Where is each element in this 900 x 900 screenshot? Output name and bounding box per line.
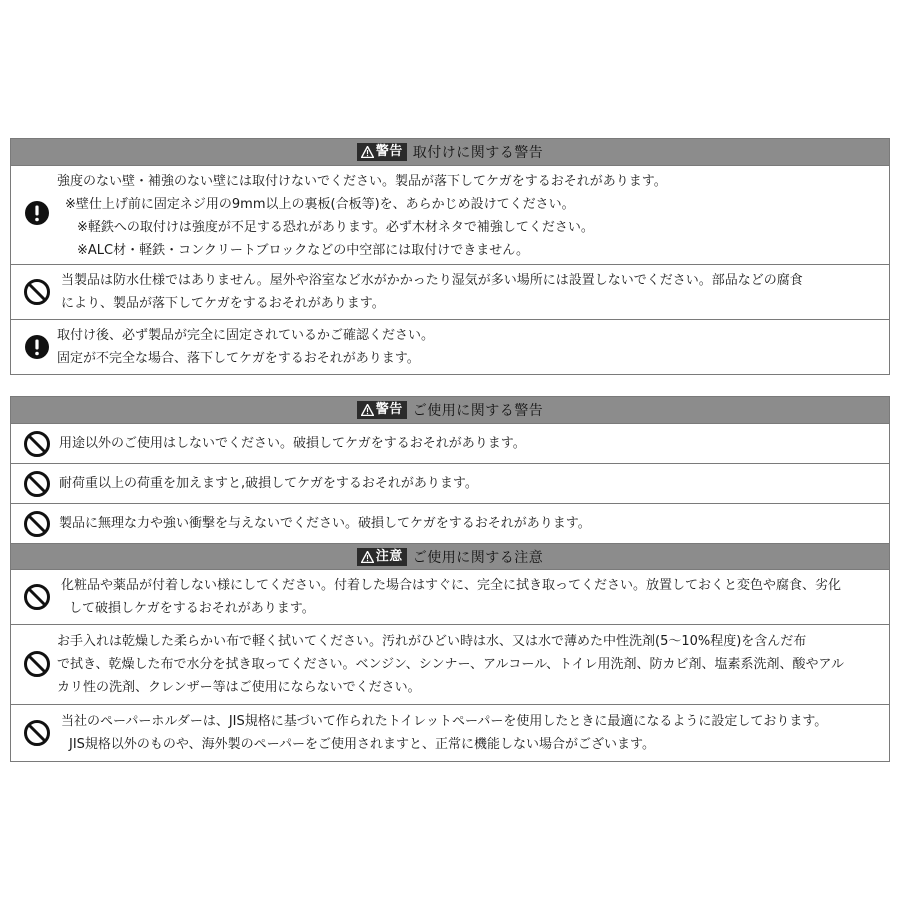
prohibited-icon <box>23 430 51 458</box>
text-line: 用途以外のご使用はしないでください。破損してケガをするおそれがあります。 <box>59 436 526 451</box>
warning-badge <box>357 401 407 419</box>
text-line: で拭き、乾燥した布で水分を拭き取ってください。ベンジン、シンナー、アルコール、トイレ用洗剤、防カビ剤、塩素系洗剤、酸やアル <box>57 657 844 672</box>
text-line: 製品に無理な力や強い衝撃を与えないでください。破損してケガをするおそれがあります。 <box>59 516 591 531</box>
text-line: 当製品は防水仕様ではありません。屋外や浴室など水がかかったり湿気が多い場所には設置しないでください。部品などの腐食 <box>61 273 803 288</box>
usage-warning-row-3 <box>11 503 889 543</box>
exclamation-icon <box>23 333 51 361</box>
install-warning-header <box>11 139 889 165</box>
badge-label: 注意 <box>375 548 403 564</box>
text-line: 強度のない壁・補強のない壁には取付けないでください。製品が落下してケガをするおそれがあります。 <box>57 174 667 189</box>
usage-warning-row-2 <box>11 463 889 503</box>
section-title: 取付けに関する警告 <box>412 145 544 161</box>
text-line: 耐荷重以上の荷重を加えますと,破損してケガをするおそれがあります。 <box>59 476 478 491</box>
text-line: ※ALC材・軽鉄・コンクリートブロックなどの中空部には取付けできません。 <box>77 243 529 258</box>
text-line: 取付け後、必ず製品が完全に固定されているかご確認ください。 <box>57 328 435 343</box>
warning-triangle-icon <box>361 146 374 158</box>
badge-label: 警告 <box>375 402 403 417</box>
exclamation-icon <box>23 199 51 227</box>
caution-row-2 <box>11 624 889 704</box>
text-line: ※軽鉄への取付けは強度が不足する恐れがあります。必ず木材ネタで補強してください。 <box>77 220 594 235</box>
text-line: カリ性の洗剤、クレンザー等はご使用にならないでください。 <box>57 680 421 695</box>
usage-warning-row-1 <box>11 423 889 463</box>
prohibited-icon <box>23 510 51 538</box>
prohibited-icon <box>23 650 51 678</box>
install-warning-box <box>10 138 890 375</box>
text-line: 化粧品や薬品が付着しない様にしてください。付着した場合はすぐに、完全に拭き取ってください。放置しておくと変色や腐食、劣化 <box>61 578 842 593</box>
caution-badge <box>357 548 407 566</box>
warning-badge <box>357 143 407 161</box>
usage-caution-header <box>11 543 889 569</box>
text-line: 当社のペーパーホルダーは、JIS規格に基づいて作られたトイレットペーパーを使用したときに最適になるように設定しております。 <box>61 714 828 729</box>
text-line: 固定が不完全な場合、落下してケガをするおそれがあります。 <box>57 351 420 366</box>
caution-row-3 <box>11 704 889 761</box>
text-line: お手入れは乾燥した柔らかい布で軽く拭いてください。汚れがひどい時は水、又は水で薄めた中性洗剤(5〜10%程度)を含んだ布 <box>57 634 807 649</box>
warning-row-2 <box>11 264 889 319</box>
prohibited-icon <box>23 278 51 306</box>
prohibited-icon <box>23 583 51 611</box>
text-line: により、製品が落下してケガをするおそれがあります。 <box>61 296 385 311</box>
caution-row-1 <box>11 569 889 624</box>
warning-row-3 <box>11 319 889 374</box>
text-line: して破損しケガをするおそれがあります。 <box>69 601 315 616</box>
text-line: ※壁仕上げ前に固定ネジ用の9mm以上の裏板(合板等)を、あらかじめ設けてください。 <box>65 197 575 212</box>
warning-row-1 <box>11 165 889 264</box>
warning-triangle-icon <box>361 404 374 416</box>
usage-warning-header <box>11 397 889 423</box>
section-title: ご使用に関する注意 <box>412 549 544 566</box>
section-title: ご使用に関する警告 <box>412 403 544 419</box>
usage-warning-box <box>10 396 890 762</box>
prohibited-icon <box>23 470 51 498</box>
badge-label: 警告 <box>375 144 403 159</box>
text-line: JIS規格以外のものや、海外製のペーパーをご使用されますと、正常に機能しない場合がございます。 <box>69 737 655 752</box>
prohibited-icon <box>23 719 51 747</box>
warning-triangle-icon <box>361 551 374 563</box>
